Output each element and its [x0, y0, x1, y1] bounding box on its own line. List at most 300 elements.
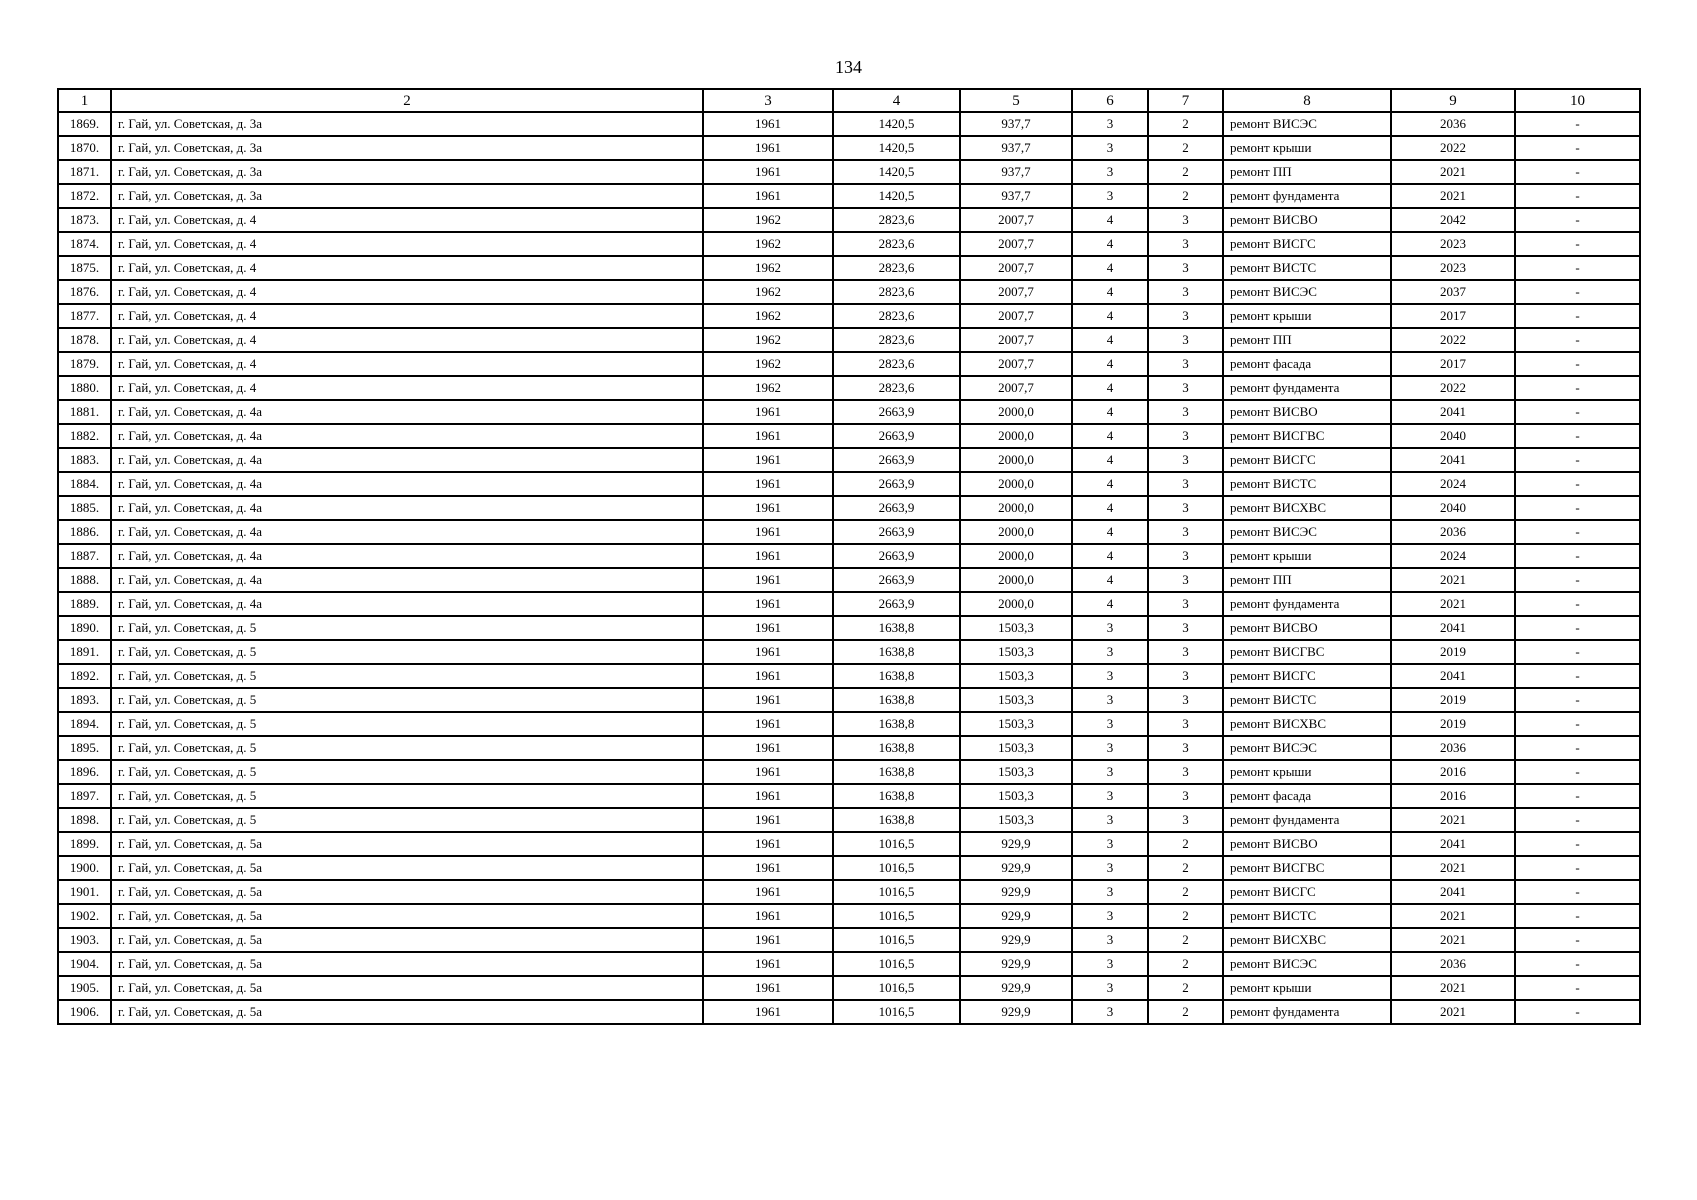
cell-entrances: 3	[1148, 280, 1223, 304]
cell-planned-year: 2036	[1391, 112, 1515, 136]
cell-note: -	[1515, 520, 1640, 544]
cell-row-number: 1893.	[58, 688, 111, 712]
cell-total-area: 2663,9	[833, 496, 960, 520]
cell-total-area: 2823,6	[833, 352, 960, 376]
table-row	[58, 112, 1640, 136]
column-header-note: 10	[1515, 89, 1640, 112]
cell-address: г. Гай, ул. Советская, д. 5а	[111, 1000, 703, 1024]
cell-living-area: 2000,0	[960, 496, 1072, 520]
cell-living-area: 1503,3	[960, 664, 1072, 688]
cell-address: г. Гай, ул. Советская, д. 4а	[111, 424, 703, 448]
table-row	[58, 736, 1640, 760]
cell-note: -	[1515, 232, 1640, 256]
table-row	[58, 616, 1640, 640]
cell-note: -	[1515, 952, 1640, 976]
cell-address: г. Гай, ул. Советская, д. 4	[111, 352, 703, 376]
table-row	[58, 568, 1640, 592]
cell-planned-year: 2022	[1391, 136, 1515, 160]
cell-note: -	[1515, 712, 1640, 736]
cell-living-area: 1503,3	[960, 616, 1072, 640]
cell-row-number: 1894.	[58, 712, 111, 736]
cell-note: -	[1515, 808, 1640, 832]
cell-year-built: 1961	[703, 856, 833, 880]
cell-row-number: 1882.	[58, 424, 111, 448]
cell-total-area: 1016,5	[833, 856, 960, 880]
cell-year-built: 1961	[703, 520, 833, 544]
cell-row-number: 1891.	[58, 640, 111, 664]
cell-floors: 3	[1072, 136, 1148, 160]
cell-total-area: 2663,9	[833, 592, 960, 616]
table-row	[58, 352, 1640, 376]
cell-work-type: ремонт ВИСГС	[1223, 880, 1391, 904]
cell-year-built: 1961	[703, 1000, 833, 1024]
cell-address: г. Гай, ул. Советская, д. 4	[111, 304, 703, 328]
cell-row-number: 1878.	[58, 328, 111, 352]
cell-year-built: 1961	[703, 592, 833, 616]
cell-living-area: 929,9	[960, 856, 1072, 880]
cell-planned-year: 2024	[1391, 472, 1515, 496]
cell-entrances: 2	[1148, 952, 1223, 976]
cell-total-area: 2823,6	[833, 328, 960, 352]
cell-work-type: ремонт ВИСХВС	[1223, 928, 1391, 952]
cell-planned-year: 2021	[1391, 184, 1515, 208]
cell-row-number: 1872.	[58, 184, 111, 208]
cell-row-number: 1885.	[58, 496, 111, 520]
cell-entrances: 3	[1148, 712, 1223, 736]
cell-living-area: 929,9	[960, 976, 1072, 1000]
cell-work-type: ремонт фундамента	[1223, 808, 1391, 832]
cell-floors: 4	[1072, 472, 1148, 496]
cell-floors: 4	[1072, 232, 1148, 256]
table-row	[58, 1000, 1640, 1024]
table-row	[58, 448, 1640, 472]
cell-note: -	[1515, 640, 1640, 664]
cell-floors: 3	[1072, 112, 1148, 136]
cell-floors: 4	[1072, 376, 1148, 400]
cell-note: -	[1515, 328, 1640, 352]
cell-floors: 4	[1072, 544, 1148, 568]
cell-year-built: 1961	[703, 424, 833, 448]
cell-total-area: 1638,8	[833, 688, 960, 712]
cell-living-area: 1503,3	[960, 760, 1072, 784]
cell-living-area: 1503,3	[960, 784, 1072, 808]
cell-living-area: 929,9	[960, 928, 1072, 952]
cell-planned-year: 2022	[1391, 328, 1515, 352]
cell-total-area: 2663,9	[833, 544, 960, 568]
cell-total-area: 1638,8	[833, 640, 960, 664]
cell-living-area: 2000,0	[960, 448, 1072, 472]
cell-year-built: 1961	[703, 568, 833, 592]
cell-total-area: 2823,6	[833, 304, 960, 328]
cell-floors: 3	[1072, 1000, 1148, 1024]
cell-entrances: 3	[1148, 664, 1223, 688]
cell-planned-year: 2021	[1391, 160, 1515, 184]
cell-address: г. Гай, ул. Советская, д. 5	[111, 712, 703, 736]
cell-floors: 3	[1072, 688, 1148, 712]
cell-address: г. Гай, ул. Советская, д. 4	[111, 280, 703, 304]
cell-entrances: 3	[1148, 376, 1223, 400]
cell-work-type: ремонт фасада	[1223, 352, 1391, 376]
cell-year-built: 1962	[703, 208, 833, 232]
table-row	[58, 208, 1640, 232]
cell-work-type: ремонт крыши	[1223, 760, 1391, 784]
cell-total-area: 2823,6	[833, 376, 960, 400]
cell-row-number: 1905.	[58, 976, 111, 1000]
cell-row-number: 1869.	[58, 112, 111, 136]
cell-entrances: 3	[1148, 736, 1223, 760]
cell-entrances: 3	[1148, 760, 1223, 784]
cell-floors: 3	[1072, 880, 1148, 904]
table-row	[58, 376, 1640, 400]
cell-living-area: 929,9	[960, 904, 1072, 928]
cell-entrances: 2	[1148, 112, 1223, 136]
cell-planned-year: 2016	[1391, 784, 1515, 808]
table-row	[58, 184, 1640, 208]
cell-row-number: 1890.	[58, 616, 111, 640]
cell-row-number: 1884.	[58, 472, 111, 496]
cell-floors: 3	[1072, 808, 1148, 832]
cell-entrances: 2	[1148, 160, 1223, 184]
cell-note: -	[1515, 448, 1640, 472]
cell-year-built: 1962	[703, 280, 833, 304]
cell-living-area: 2007,7	[960, 280, 1072, 304]
cell-living-area: 2007,7	[960, 376, 1072, 400]
table-row	[58, 880, 1640, 904]
cell-work-type: ремонт ПП	[1223, 160, 1391, 184]
cell-work-type: ремонт фундамента	[1223, 376, 1391, 400]
cell-row-number: 1887.	[58, 544, 111, 568]
cell-note: -	[1515, 424, 1640, 448]
cell-entrances: 3	[1148, 352, 1223, 376]
cell-year-built: 1961	[703, 880, 833, 904]
cell-total-area: 1016,5	[833, 880, 960, 904]
cell-note: -	[1515, 856, 1640, 880]
cell-row-number: 1880.	[58, 376, 111, 400]
cell-planned-year: 2019	[1391, 688, 1515, 712]
cell-total-area: 1638,8	[833, 784, 960, 808]
cell-year-built: 1961	[703, 664, 833, 688]
cell-note: -	[1515, 616, 1640, 640]
cell-year-built: 1961	[703, 496, 833, 520]
cell-work-type: ремонт ВИСЭС	[1223, 112, 1391, 136]
column-header-address: 2	[111, 89, 703, 112]
cell-entrances: 3	[1148, 688, 1223, 712]
cell-entrances: 2	[1148, 1000, 1223, 1024]
cell-living-area: 1503,3	[960, 688, 1072, 712]
cell-total-area: 2823,6	[833, 208, 960, 232]
cell-planned-year: 2021	[1391, 568, 1515, 592]
cell-address: г. Гай, ул. Советская, д. 4а	[111, 568, 703, 592]
cell-address: г. Гай, ул. Советская, д. 5	[111, 808, 703, 832]
cell-entrances: 2	[1148, 856, 1223, 880]
cell-living-area: 929,9	[960, 952, 1072, 976]
cell-entrances: 3	[1148, 400, 1223, 424]
cell-address: г. Гай, ул. Советская, д. 5а	[111, 928, 703, 952]
cell-total-area: 1638,8	[833, 736, 960, 760]
cell-year-built: 1961	[703, 712, 833, 736]
cell-address: г. Гай, ул. Советская, д. 3а	[111, 184, 703, 208]
cell-row-number: 1895.	[58, 736, 111, 760]
cell-work-type: ремонт фасада	[1223, 784, 1391, 808]
table-row	[58, 232, 1640, 256]
cell-floors: 3	[1072, 712, 1148, 736]
cell-floors: 4	[1072, 256, 1148, 280]
table-row	[58, 904, 1640, 928]
cell-row-number: 1877.	[58, 304, 111, 328]
cell-row-number: 1886.	[58, 520, 111, 544]
cell-address: г. Гай, ул. Советская, д. 5	[111, 784, 703, 808]
cell-entrances: 3	[1148, 448, 1223, 472]
column-header-floors: 6	[1072, 89, 1148, 112]
table-row	[58, 928, 1640, 952]
cell-work-type: ремонт ВИСГС	[1223, 448, 1391, 472]
cell-year-built: 1961	[703, 784, 833, 808]
table-row	[58, 424, 1640, 448]
table-row	[58, 832, 1640, 856]
cell-work-type: ремонт крыши	[1223, 304, 1391, 328]
cell-address: г. Гай, ул. Советская, д. 4а	[111, 400, 703, 424]
cell-year-built: 1961	[703, 952, 833, 976]
cell-entrances: 2	[1148, 880, 1223, 904]
cell-living-area: 2000,0	[960, 520, 1072, 544]
cell-note: -	[1515, 376, 1640, 400]
cell-note: -	[1515, 472, 1640, 496]
cell-address: г. Гай, ул. Советская, д. 4а	[111, 448, 703, 472]
cell-work-type: ремонт ПП	[1223, 328, 1391, 352]
table-row	[58, 664, 1640, 688]
cell-planned-year: 2023	[1391, 232, 1515, 256]
cell-total-area: 1016,5	[833, 976, 960, 1000]
cell-floors: 3	[1072, 952, 1148, 976]
cell-planned-year: 2041	[1391, 880, 1515, 904]
cell-note: -	[1515, 592, 1640, 616]
cell-entrances: 3	[1148, 640, 1223, 664]
table-row	[58, 304, 1640, 328]
cell-note: -	[1515, 976, 1640, 1000]
cell-row-number: 1879.	[58, 352, 111, 376]
cell-work-type: ремонт ВИСЭС	[1223, 280, 1391, 304]
cell-work-type: ремонт ВИСЭС	[1223, 952, 1391, 976]
cell-total-area: 1016,5	[833, 1000, 960, 1024]
cell-entrances: 3	[1148, 232, 1223, 256]
cell-floors: 3	[1072, 160, 1148, 184]
cell-planned-year: 2023	[1391, 256, 1515, 280]
cell-work-type: ремонт ВИСХВС	[1223, 496, 1391, 520]
cell-row-number: 1904.	[58, 952, 111, 976]
cell-work-type: ремонт ВИСВО	[1223, 208, 1391, 232]
cell-row-number: 1898.	[58, 808, 111, 832]
cell-total-area: 2663,9	[833, 472, 960, 496]
cell-planned-year: 2036	[1391, 520, 1515, 544]
cell-planned-year: 2021	[1391, 904, 1515, 928]
cell-row-number: 1903.	[58, 928, 111, 952]
cell-address: г. Гай, ул. Советская, д. 5а	[111, 904, 703, 928]
cell-note: -	[1515, 1000, 1640, 1024]
cell-planned-year: 2019	[1391, 712, 1515, 736]
cell-floors: 4	[1072, 208, 1148, 232]
cell-row-number: 1875.	[58, 256, 111, 280]
cell-planned-year: 2022	[1391, 376, 1515, 400]
cell-address: г. Гай, ул. Советская, д. 5	[111, 664, 703, 688]
cell-note: -	[1515, 904, 1640, 928]
cell-note: -	[1515, 208, 1640, 232]
cell-total-area: 1420,5	[833, 184, 960, 208]
cell-floors: 4	[1072, 304, 1148, 328]
cell-work-type: ремонт фундамента	[1223, 184, 1391, 208]
cell-total-area: 1420,5	[833, 112, 960, 136]
cell-living-area: 1503,3	[960, 808, 1072, 832]
cell-address: г. Гай, ул. Советская, д. 5	[111, 688, 703, 712]
cell-planned-year: 2016	[1391, 760, 1515, 784]
cell-planned-year: 2021	[1391, 928, 1515, 952]
cell-note: -	[1515, 136, 1640, 160]
cell-address: г. Гай, ул. Советская, д. 4а	[111, 472, 703, 496]
cell-entrances: 3	[1148, 256, 1223, 280]
cell-row-number: 1881.	[58, 400, 111, 424]
cell-note: -	[1515, 496, 1640, 520]
cell-note: -	[1515, 832, 1640, 856]
cell-living-area: 2007,7	[960, 208, 1072, 232]
cell-address: г. Гай, ул. Советская, д. 4а	[111, 520, 703, 544]
cell-entrances: 3	[1148, 496, 1223, 520]
cell-address: г. Гай, ул. Советская, д. 5а	[111, 952, 703, 976]
cell-floors: 4	[1072, 424, 1148, 448]
cell-entrances: 3	[1148, 304, 1223, 328]
cell-living-area: 2000,0	[960, 424, 1072, 448]
cell-living-area: 2000,0	[960, 592, 1072, 616]
cell-work-type: ремонт ВИСГС	[1223, 232, 1391, 256]
cell-work-type: ремонт крыши	[1223, 544, 1391, 568]
cell-entrances: 2	[1148, 832, 1223, 856]
table-row	[58, 400, 1640, 424]
cell-living-area: 937,7	[960, 184, 1072, 208]
cell-entrances: 2	[1148, 928, 1223, 952]
table-row	[58, 592, 1640, 616]
cell-total-area: 1016,5	[833, 832, 960, 856]
column-header-planned-year: 9	[1391, 89, 1515, 112]
table-row	[58, 712, 1640, 736]
cell-note: -	[1515, 352, 1640, 376]
cell-entrances: 2	[1148, 904, 1223, 928]
cell-address: г. Гай, ул. Советская, д. 4а	[111, 496, 703, 520]
cell-living-area: 937,7	[960, 160, 1072, 184]
cell-work-type: ремонт фундамента	[1223, 592, 1391, 616]
cell-address: г. Гай, ул. Советская, д. 3а	[111, 160, 703, 184]
cell-year-built: 1961	[703, 904, 833, 928]
cell-floors: 3	[1072, 976, 1148, 1000]
table-row	[58, 520, 1640, 544]
cell-work-type: ремонт ВИСВО	[1223, 616, 1391, 640]
cell-entrances: 3	[1148, 592, 1223, 616]
cell-year-built: 1961	[703, 688, 833, 712]
cell-total-area: 1420,5	[833, 160, 960, 184]
column-header-living-area: 5	[960, 89, 1072, 112]
table-row	[58, 640, 1640, 664]
cell-floors: 3	[1072, 640, 1148, 664]
cell-year-built: 1961	[703, 640, 833, 664]
cell-year-built: 1961	[703, 448, 833, 472]
cell-entrances: 3	[1148, 328, 1223, 352]
cell-year-built: 1961	[703, 472, 833, 496]
cell-floors: 3	[1072, 736, 1148, 760]
cell-entrances: 2	[1148, 184, 1223, 208]
cell-work-type: ремонт крыши	[1223, 136, 1391, 160]
cell-row-number: 1876.	[58, 280, 111, 304]
cell-living-area: 2000,0	[960, 568, 1072, 592]
cell-entrances: 2	[1148, 136, 1223, 160]
cell-year-built: 1962	[703, 328, 833, 352]
cell-work-type: ремонт ВИСТС	[1223, 688, 1391, 712]
cell-row-number: 1901.	[58, 880, 111, 904]
cell-work-type: ремонт ВИСВО	[1223, 832, 1391, 856]
cell-year-built: 1962	[703, 376, 833, 400]
cell-floors: 4	[1072, 496, 1148, 520]
cell-note: -	[1515, 544, 1640, 568]
cell-work-type: ремонт ВИСТС	[1223, 472, 1391, 496]
cell-living-area: 2007,7	[960, 304, 1072, 328]
cell-year-built: 1961	[703, 976, 833, 1000]
column-header-row-number: 1	[58, 89, 111, 112]
cell-note: -	[1515, 568, 1640, 592]
cell-planned-year: 2021	[1391, 592, 1515, 616]
cell-address: г. Гай, ул. Советская, д. 5	[111, 760, 703, 784]
cell-work-type: ремонт ВИСЭС	[1223, 736, 1391, 760]
column-header-total-area: 4	[833, 89, 960, 112]
cell-address: г. Гай, ул. Советская, д. 4	[111, 232, 703, 256]
cell-living-area: 937,7	[960, 136, 1072, 160]
cell-row-number: 1896.	[58, 760, 111, 784]
cell-floors: 4	[1072, 280, 1148, 304]
cell-row-number: 1900.	[58, 856, 111, 880]
cell-address: г. Гай, ул. Советская, д. 5а	[111, 976, 703, 1000]
cell-planned-year: 2041	[1391, 832, 1515, 856]
cell-total-area: 1016,5	[833, 952, 960, 976]
cell-total-area: 2663,9	[833, 448, 960, 472]
cell-floors: 4	[1072, 592, 1148, 616]
cell-floors: 3	[1072, 616, 1148, 640]
cell-row-number: 1892.	[58, 664, 111, 688]
cell-work-type: ремонт ВИСГВС	[1223, 640, 1391, 664]
cell-work-type: ремонт ВИСЭС	[1223, 520, 1391, 544]
cell-living-area: 2007,7	[960, 328, 1072, 352]
cell-work-type: ремонт фундамента	[1223, 1000, 1391, 1024]
table-row	[58, 280, 1640, 304]
cell-work-type: ремонт ВИСГВС	[1223, 856, 1391, 880]
cell-work-type: ремонт ВИСХВС	[1223, 712, 1391, 736]
cell-total-area: 1638,8	[833, 760, 960, 784]
cell-address: г. Гай, ул. Советская, д. 4	[111, 328, 703, 352]
cell-note: -	[1515, 280, 1640, 304]
table-row	[58, 856, 1640, 880]
cell-row-number: 1897.	[58, 784, 111, 808]
cell-living-area: 2007,7	[960, 232, 1072, 256]
cell-entrances: 3	[1148, 520, 1223, 544]
cell-row-number: 1870.	[58, 136, 111, 160]
cell-entrances: 3	[1148, 208, 1223, 232]
table-row	[58, 472, 1640, 496]
cell-note: -	[1515, 304, 1640, 328]
cell-total-area: 2823,6	[833, 256, 960, 280]
cell-floors: 3	[1072, 184, 1148, 208]
cell-row-number: 1902.	[58, 904, 111, 928]
cell-work-type: ремонт крыши	[1223, 976, 1391, 1000]
table-row	[58, 808, 1640, 832]
cell-year-built: 1961	[703, 136, 833, 160]
table-row	[58, 688, 1640, 712]
cell-address: г. Гай, ул. Советская, д. 3а	[111, 112, 703, 136]
cell-row-number: 1889.	[58, 592, 111, 616]
cell-note: -	[1515, 688, 1640, 712]
